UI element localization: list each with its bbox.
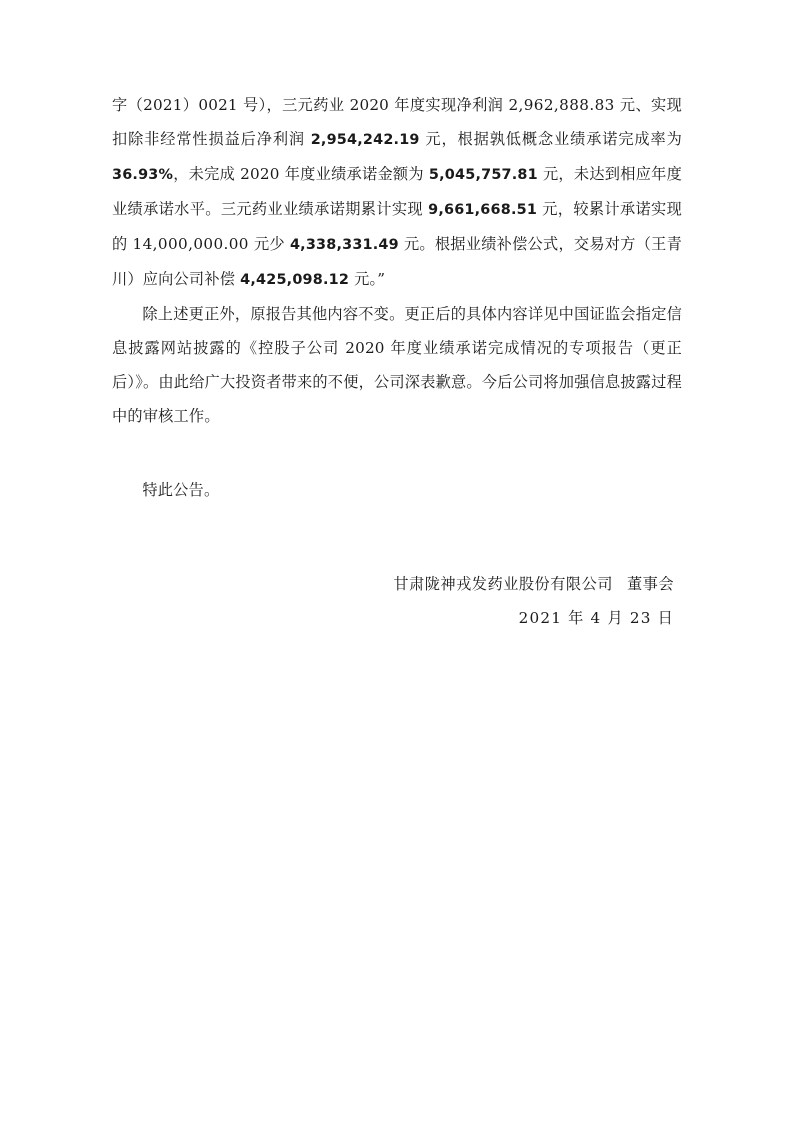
- run-text: 元，未达到相应年度业绩承诺水平。三元药业业绩承诺期累计实现: [112, 165, 682, 218]
- run-number: 9,661,668.51: [428, 202, 538, 218]
- run-number: 36.93%: [112, 167, 174, 183]
- run-text: 元少: [248, 235, 290, 253]
- run-number: 4,425,098.12: [240, 272, 350, 288]
- paragraph-spacer: [112, 433, 682, 473]
- run-text: 元，根据孰低概念业绩承诺完成率为: [419, 130, 682, 148]
- company-name: 甘肃陇神戎发药业股份有限公司: [393, 575, 613, 593]
- run-number: 2,962,888.83: [508, 96, 615, 114]
- run-text: 字（2021）0021 号），三元药业 2020 年度实现净利润: [112, 96, 509, 114]
- run-text: 元，较累计承诺实现的: [112, 200, 682, 253]
- run-text: ，未完成 2020 年度业绩承诺金额为: [173, 165, 429, 183]
- paragraph-correction-detail: [112, 88, 682, 297]
- paragraph-apology: 除上述更正外，原报告其他内容不变。更正后的具体内容详见中国证监会指定信息披露网站披露的《控股子公司 2020 年度业绩承诺完成情况的专项报告（更正后）》。由此给广大投资者带来的不便，公司深表歉意。今后公司将加强信息披露过程中的审核工作。: [112, 305, 682, 425]
- signature-company-line: [112, 567, 674, 601]
- signature-block: [112, 567, 682, 635]
- run-number: 4,338,331.49: [289, 237, 399, 253]
- paragraph-announcement-closing: 特此公告。: [142, 481, 220, 499]
- run-number: 14,000,000.00: [132, 235, 249, 253]
- run-number: 2,954,242.19: [310, 132, 420, 148]
- run-text: 元、实现扣除非经常性损益后净利润: [112, 96, 683, 148]
- run-text: 元。根据业绩补偿公式，交易对方（王青川）应向公司补偿: [112, 235, 682, 288]
- signature-date: 2021 年 4 月 23 日: [518, 609, 674, 627]
- run-number: 5,045,757.81: [428, 167, 538, 183]
- board-name: 董事会: [626, 575, 674, 593]
- run-text: 元。”: [349, 270, 386, 288]
- document-body: [112, 88, 682, 635]
